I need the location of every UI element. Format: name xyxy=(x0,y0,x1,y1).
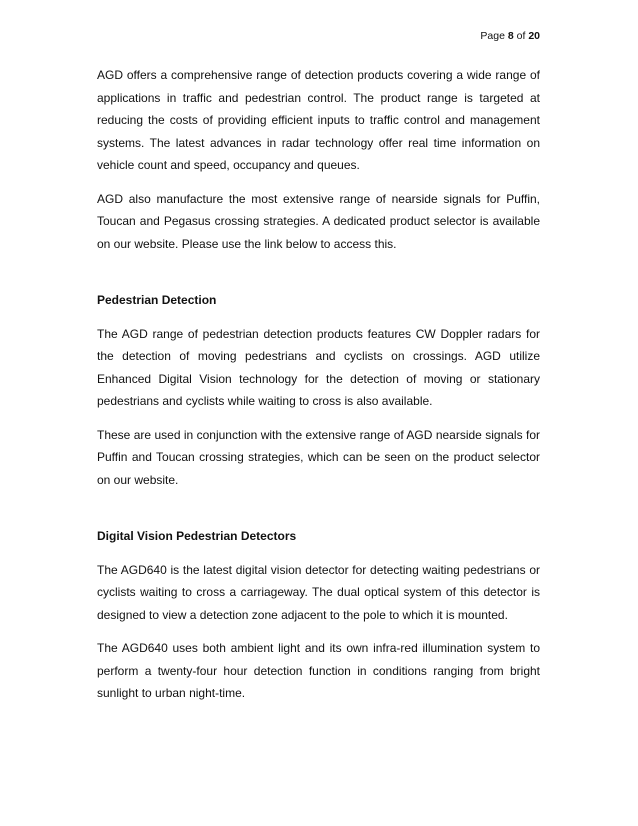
page-number-total: 20 xyxy=(528,30,540,42)
section-2-paragraph-2: The AGD640 uses both ambient light and its own infra-red illumination system to perform a twenty-four hour detection function in conditions ranging from bright sunlight to urban night-time. xyxy=(97,641,540,700)
page-content xyxy=(97,64,540,705)
section-heading-pedestrian-detection: Pedestrian Detection xyxy=(97,293,217,307)
page-number-current: 8 xyxy=(507,30,514,42)
section-2-paragraph-1: The AGD640 is the latest digital vision detector for detecting waiting pedestrians or cyclists waiting to cross a carriageway. The dual optical system of this detector is designed to view a detection zone adjacent to the pole to which it is mounted. xyxy=(97,562,540,622)
intro-paragraph-1: AGD offers a comprehensive range of detection products covering a wide range of applications in traffic and pedestrian control. The product range is targeted at reducing the costs of providing efficient inputs to traffic control and management systems. The latest advances in radar technology offer real time information on vehicle count and speed, occupancy and queues. xyxy=(97,68,540,172)
page-number-of: of xyxy=(516,30,526,42)
page-number-label: Page xyxy=(480,30,505,42)
section-heading-digital-vision: Digital Vision Pedestrian Detectors xyxy=(97,529,297,543)
section-1-paragraph-2: These are used in conjunction with the extensive range of AGD nearside signals for Puffin and Toucan crossing strategies, which can be seen on the product selector on our website. xyxy=(97,427,540,487)
section-1-paragraph-1: The AGD range of pedestrian detection products features CW Doppler radars for the detection of moving pedestrians and cyclists on crossings. AGD utilize Enhanced Digital Vision technology for the detection of moving or stationary pedestrians and cyclists while waiting to cross is also available. xyxy=(97,326,540,408)
page-number xyxy=(480,30,540,42)
intro-paragraph-2: AGD also manufacture the most extensive range of nearside signals for Puffin, Toucan and Pegasus crossing strategies. A dedicated product selector is available on our website. Please use the link below to access this. xyxy=(97,191,540,251)
